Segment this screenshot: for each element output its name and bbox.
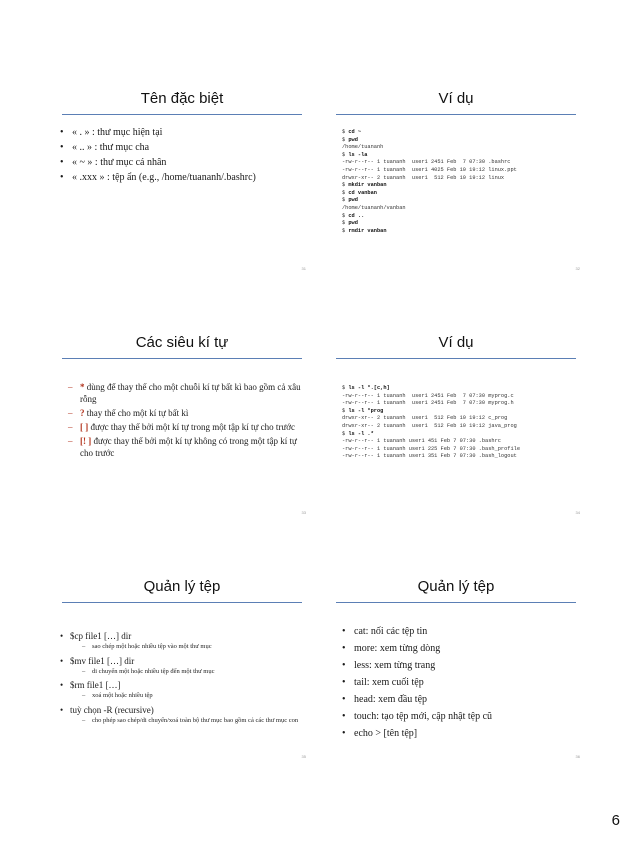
metachar-description: được thay thế bởi một kí tự không có trong một tập kí tự cho trước: [80, 436, 297, 458]
shell-command: cd vanban: [348, 189, 377, 196]
slide-number: 35: [301, 754, 306, 759]
command-text: $rm file1 […]: [70, 680, 121, 690]
list-item: – * dùng để thay thế cho một chuỗi kí tự bất kì bao gồm cả xâu rỗng: [68, 382, 301, 404]
list-item: • less: xem từng trang: [340, 657, 580, 674]
command-output: -rw-r--r-- 1 tuananh user1 225 Feb 7 07:30 .bash_profile: [342, 445, 521, 452]
terminal-output: [342, 129, 580, 235]
command-output: -rw-r--r-- 1 tuananh user1 451 Feb 7 07:30 .bashrc: [342, 438, 501, 445]
code-line: [342, 400, 580, 408]
code-line: [342, 144, 580, 152]
command-description: – xoá một hoặc nhiều tệp: [82, 692, 153, 699]
list-item: [58, 704, 306, 726]
list-item: • more: xem từng dòng: [340, 640, 580, 657]
list-item: – [! ] được thay thế bởi một kí tự không có trong một tập kí tự cho trước: [68, 436, 297, 458]
page-number: 6: [611, 812, 620, 829]
shell-command: mkdir vanban: [348, 182, 387, 189]
code-line: [342, 182, 580, 190]
slide-number: 34: [575, 510, 580, 515]
command-output: drwxr-xr-- 2 tuananh user1 512 Feb 10 19:12 c_prog: [342, 415, 508, 422]
code-line: [342, 213, 580, 221]
code-line: [342, 423, 580, 431]
shell-command: rmdir vanban: [348, 227, 387, 234]
slide-title: Quản lý tệp: [417, 578, 495, 595]
slide-title: Ví dụ: [438, 90, 474, 107]
command-output: /home/tuananh: [342, 144, 384, 151]
slide-number: 36: [575, 754, 580, 759]
shell-prompt: $: [342, 151, 349, 158]
slide-title: Quản lý tệp: [143, 578, 221, 595]
list-item: • « .. » : thư mục cha: [58, 140, 308, 155]
list-item: – ? thay thế cho một kí tự bất kì: [68, 408, 189, 418]
shell-command: pwd: [348, 220, 358, 227]
shell-prompt: $: [342, 407, 349, 414]
command-output: -rw-r--r-- 1 tuananh user1 2451 Feb 7 07:30 .bashrc: [342, 159, 511, 166]
metachar-description: dùng để thay thế cho một chuỗi kí tự bất kì bao gồm cả xâu rỗng: [80, 382, 301, 404]
shell-prompt: $: [342, 129, 349, 135]
command-text: $cp file1 […] dir: [70, 631, 132, 641]
slide-metacharacters: [52, 329, 312, 519]
shell-prompt: $: [342, 197, 349, 204]
code-line: [342, 220, 580, 228]
slide-example-ls: [326, 329, 586, 519]
code-line: [342, 228, 580, 236]
slide-special-names: [52, 85, 312, 275]
list-item: – [ ] được thay thế bởi một kí tự trong một tập kí tự cho trước: [68, 422, 296, 432]
command-text: $mv file1 […] dir: [70, 655, 135, 666]
shell-command: cd ~: [348, 129, 362, 135]
shell-prompt: $: [342, 189, 349, 196]
command-list: [58, 627, 306, 725]
title-divider: [62, 358, 302, 359]
shell-prompt: $: [342, 430, 349, 437]
list-item: • cat: nối các tệp tin: [340, 623, 580, 640]
command-output: -rw-r--r-- 1 tuananh user1 4025 Feb 10 19:12 linux.ppt: [342, 166, 517, 173]
code-line: [342, 129, 580, 137]
code-line: [342, 408, 580, 416]
code-line: [342, 137, 580, 145]
command-output: drwxr-xr-- 2 tuananh user1 512 Feb 10 19:12 java_prog: [342, 422, 517, 429]
slide-file-viewing-tools: [326, 573, 586, 763]
slide-title: Ví dụ: [438, 334, 474, 351]
shell-command: ls -l *.[c,h]: [348, 385, 390, 391]
command-description: – di chuyển một hoặc nhiều tệp đến một thư mục: [82, 667, 215, 675]
list-item: • touch: tạo tệp mới, cập nhật tệp cũ: [340, 708, 580, 725]
code-line: [342, 438, 580, 446]
list-item: • head: xem đầu tệp: [340, 691, 580, 708]
slide-title: Tên đặc biệt: [140, 90, 224, 107]
code-line: [342, 446, 580, 454]
list-item: • echo > [tên tệp]: [340, 725, 580, 742]
shell-prompt: $: [342, 136, 349, 143]
slide-example-cd: [326, 85, 586, 275]
list-item: • « . » : thư mục hiện tại: [58, 125, 308, 140]
slide-title: Các siêu kí tự: [135, 334, 229, 351]
command-output: /home/tuananh/vanban: [342, 204, 406, 211]
command-description: – sao chép một hoặc nhiều tệp vào một thư mục: [82, 643, 212, 650]
shell-command: pwd: [348, 197, 358, 204]
code-line: [342, 385, 580, 393]
code-line: [342, 453, 580, 461]
bullet-list: [58, 125, 308, 185]
list-item: • tail: xem cuối tệp: [340, 674, 580, 691]
terminal-output: [342, 385, 580, 461]
title-divider: [62, 602, 302, 603]
command-output: -rw-r--r-- 1 tuananh user1 351 Feb 7 07:30 .bash_logout: [342, 453, 517, 460]
code-line: [342, 431, 580, 439]
description-text: cho phép sao chép/di chuyển/xoá toàn bộ thư mục bao gồm cả các thư mục con: [92, 716, 299, 724]
code-line: [342, 197, 580, 205]
list-item: [58, 630, 306, 652]
command-output: -rw-r--r-- 1 tuananh user1 2451 Feb 7 07:30 myprog.c: [342, 392, 514, 399]
list-item: • « .xxx » : tệp ẩn (e.g., /home/tuananh/.bashrc): [58, 170, 308, 185]
code-line: [342, 167, 580, 175]
description-text: xoá một hoặc nhiều tệp: [92, 692, 153, 699]
list-item: • « ~ » : thư mục cá nhân: [58, 155, 308, 170]
list-item: [58, 679, 306, 701]
tool-list: [340, 623, 580, 742]
shell-prompt: $: [342, 182, 349, 189]
command-output: drwxr-xr-- 2 tuananh user1 512 Feb 10 19:12 linux: [342, 174, 505, 181]
metachar-symbol: [! ]: [80, 436, 92, 446]
metachar-description: được thay thế bởi một kí tự trong một tập kí tự cho trước: [88, 422, 296, 432]
slide-file-management-commands: [52, 573, 312, 763]
slide-number: 31: [301, 266, 306, 271]
code-line: [342, 415, 580, 423]
code-line: [342, 175, 580, 183]
metachar-symbol: ?: [80, 408, 85, 418]
code-line: [342, 205, 580, 213]
shell-command: ls -l *prog: [348, 407, 384, 414]
code-line: [342, 159, 580, 167]
code-line: [342, 393, 580, 401]
command-output: -rw-r--r-- 1 tuananh user1 2451 Feb 7 07:30 myprog.h: [342, 400, 514, 407]
code-line: [342, 190, 580, 198]
title-divider: [336, 358, 576, 359]
shell-command: ls -l .*: [348, 430, 374, 437]
description-text: sao chép một hoặc nhiều tệp vào một thư mục: [92, 643, 212, 650]
shell-prompt: $: [342, 212, 349, 219]
slide-number: 33: [301, 510, 306, 515]
code-line: [342, 152, 580, 160]
description-text: di chuyển một hoặc nhiều tệp đến một thư mục: [92, 667, 215, 675]
title-divider: [336, 602, 576, 603]
shell-command: pwd: [348, 136, 358, 143]
shell-prompt: $: [342, 227, 349, 234]
list-item: [58, 655, 306, 677]
metachar-list: [68, 381, 304, 461]
command-text: tuỳ chọn -R (recursive): [70, 704, 154, 715]
metachar-description: thay thế cho một kí tự bất kì: [84, 408, 189, 418]
shell-prompt: $: [342, 385, 349, 391]
shell-prompt: $: [342, 220, 349, 227]
slide-number: 32: [575, 266, 580, 271]
shell-command: ls -la: [348, 151, 368, 158]
metachar-symbol: [ ]: [80, 422, 89, 432]
title-divider: [62, 114, 302, 115]
command-description: – cho phép sao chép/di chuyển/xoá toàn bộ thư mục bao gồm cả các thư mục con: [82, 716, 299, 724]
metachar-symbol: *: [80, 382, 85, 392]
shell-command: cd ..: [348, 212, 365, 219]
title-divider: [336, 114, 576, 115]
